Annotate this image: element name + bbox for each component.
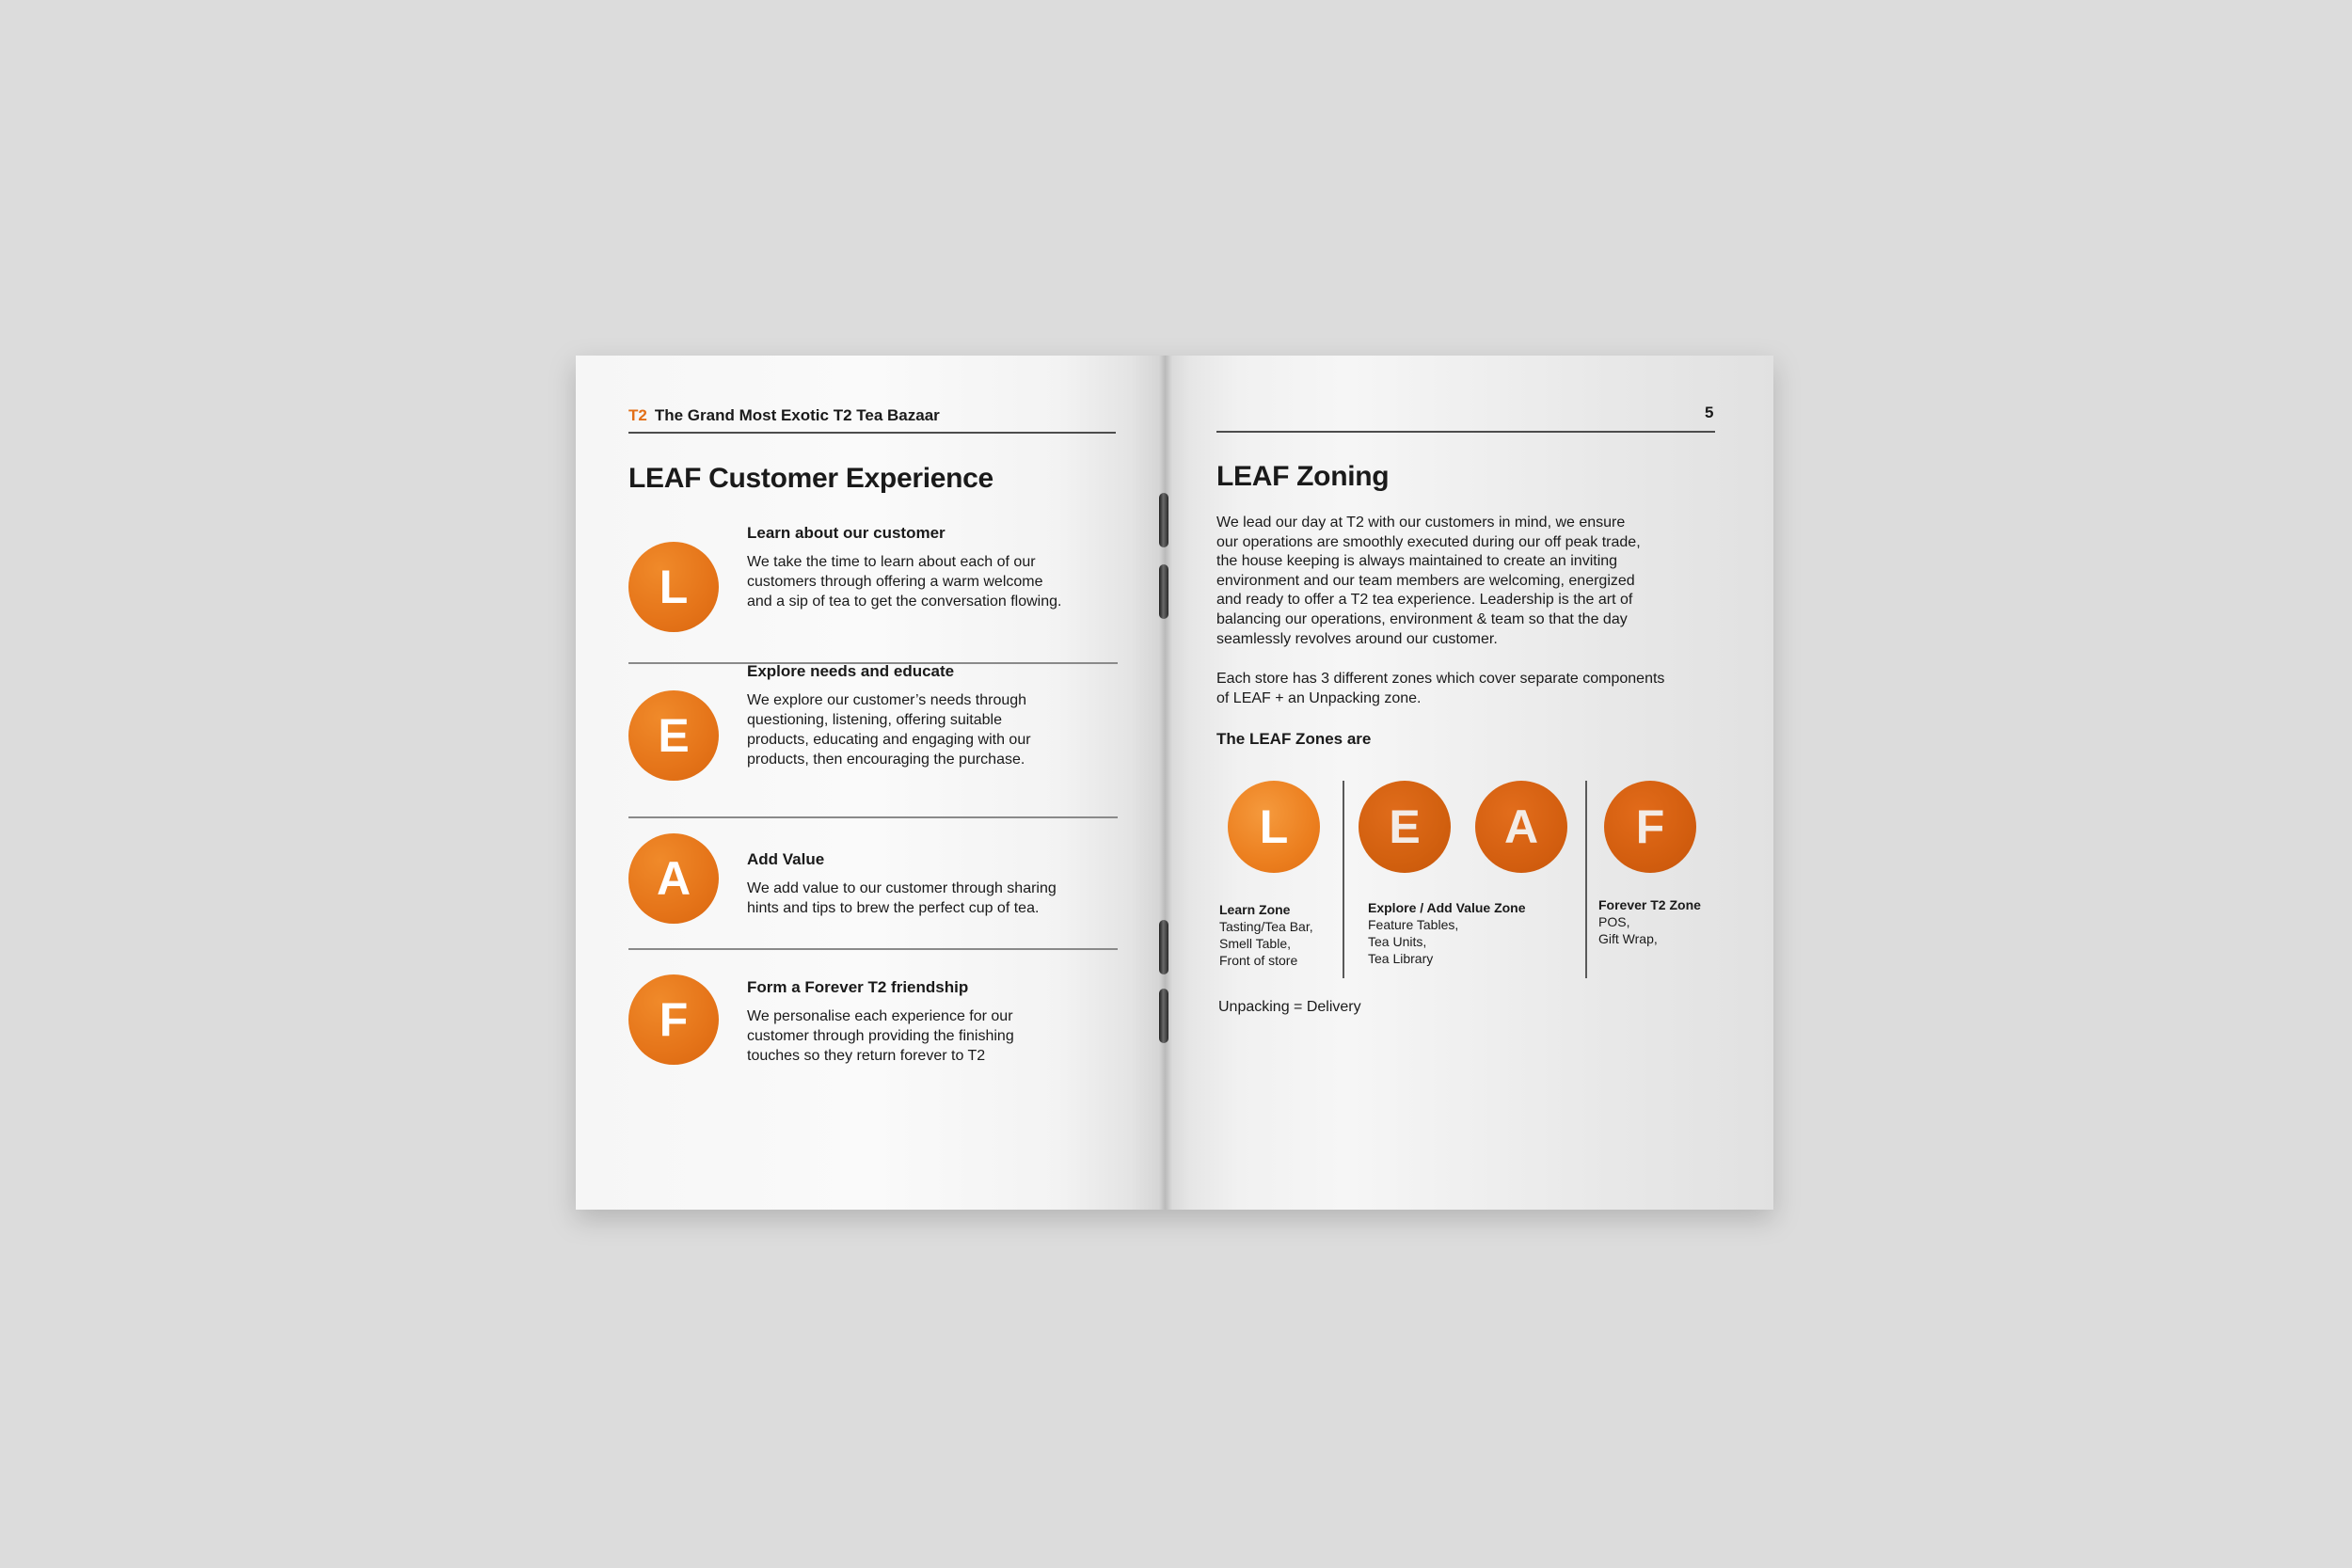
paragraph-line: and ready to offer a T2 tea experience. Leadership is the art of [1216,592,1633,609]
intro-paragraph [1216,514,1724,649]
body-line: We explore our customer’s needs through [747,692,1027,708]
staple [1159,920,1168,974]
zone-circle-l: L [1228,781,1320,873]
letter-circle-f: F [628,974,719,1065]
paragraph-line: seamlessly revolves around our customer. [1216,630,1498,647]
body-line: We add value to our customer through sharing [747,880,1057,896]
paragraph-line: Each store has 3 different zones which cover separate components [1216,671,1665,687]
page-title: LEAF Customer Experience [628,463,993,494]
leaf-item-forever [628,974,1118,1078]
body-line: We take the time to learn about each of our [747,554,1036,570]
body-line: questioning, listening, offering suitable [747,712,1002,728]
page-number: 5 [1705,404,1714,421]
paragraph-line: of LEAF + an Unpacking zone. [1216,689,1422,706]
leaf-item-heading: Explore needs and educate [747,662,955,680]
booklet-spread [576,356,1773,1210]
body-line: products, educating and engaging with our [747,732,1031,748]
body-line: customers through offering a warm welcome [747,574,1043,590]
leaf-item-body [747,690,1123,769]
zones-heading: The LEAF Zones are [1216,730,1372,748]
leaf-item-explore [628,662,1118,796]
zone-item: Feature Tables, [1368,917,1459,932]
running-head [628,406,940,425]
leaf-item-heading: Learn about our customer [747,524,946,542]
leaf-item-learn [628,524,1118,645]
leaf-item-text [747,850,1123,918]
leaf-item-add-value [628,833,1118,937]
zone-label-forever [1598,896,1701,947]
zone-item: Tea Library [1368,951,1434,966]
leaf-item-heading: Add Value [747,850,825,868]
left-page [576,356,1166,1210]
zone-item: Front of store [1219,953,1298,968]
zone-item: POS, [1598,914,1630,929]
paragraph-line: our operations are smoothly executed during our off peak trade, [1216,533,1641,550]
zone-name: Forever T2 Zone [1598,897,1701,912]
zone-item: Tea Units, [1368,934,1427,949]
zone-divider [1343,781,1344,978]
body-line: touches so they return forever to T2 [747,1048,986,1064]
leaf-item-heading: Form a Forever T2 friendship [747,978,969,996]
zone-name: Explore / Add Value Zone [1368,900,1526,915]
zone-item: Gift Wrap, [1598,931,1658,946]
spine-shadow [1159,356,1172,1210]
body-line: We personalise each experience for our [747,1008,1013,1024]
leaf-item-text [747,662,1123,769]
letter-circle-a: A [628,833,719,924]
body-line: and a sip of tea to get the conversation flowing. [747,594,1062,610]
paragraph-line: the house keeping is always maintained to create an inviting [1216,553,1618,570]
zone-item: Tasting/Tea Bar, [1219,919,1313,934]
zone-name: Learn Zone [1219,902,1291,917]
staple [1159,564,1168,619]
letter-circle-e: E [628,690,719,781]
leaf-item-body [747,879,1123,918]
zones-paragraph [1216,670,1724,708]
zone-item: Smell Table, [1219,936,1292,951]
body-line: hints and tips to brew the perfect cup of tea. [747,900,1040,916]
staple [1159,493,1168,547]
paragraph-line: balancing our operations, environment & team so that the day [1216,610,1628,627]
body-line: customer through providing the finishing [747,1028,1014,1044]
item-divider [628,948,1118,950]
paragraph-line: We lead our day at T2 with our customers in mind, we ensure [1216,515,1626,531]
leaf-item-text [747,978,1123,1066]
leaf-item-text [747,524,1123,611]
leaf-item-body [747,1006,1123,1066]
leaf-item-body [747,552,1123,611]
page-title: LEAF Zoning [1216,461,1390,492]
header-rule [628,432,1116,434]
zone-divider [1585,781,1587,978]
paragraph-line: environment and our team members are welcoming, energized [1216,572,1635,589]
zone-circle-e: E [1359,781,1451,873]
item-divider [628,816,1118,818]
staple [1159,989,1168,1043]
zone-circle-f: F [1604,781,1696,873]
zone-label-learn [1219,901,1313,969]
brand-mark: T2 [628,406,647,424]
zone-label-explore [1368,899,1526,967]
body-line: products, then encouraging the purchase. [747,752,1025,768]
header-rule [1216,431,1715,433]
running-head-title: The Grand Most Exotic T2 Tea Bazaar [654,406,940,424]
zone-circle-a: A [1475,781,1567,873]
letter-circle-l: L [628,542,719,632]
unpacking-note: Unpacking = Delivery [1218,999,1361,1015]
